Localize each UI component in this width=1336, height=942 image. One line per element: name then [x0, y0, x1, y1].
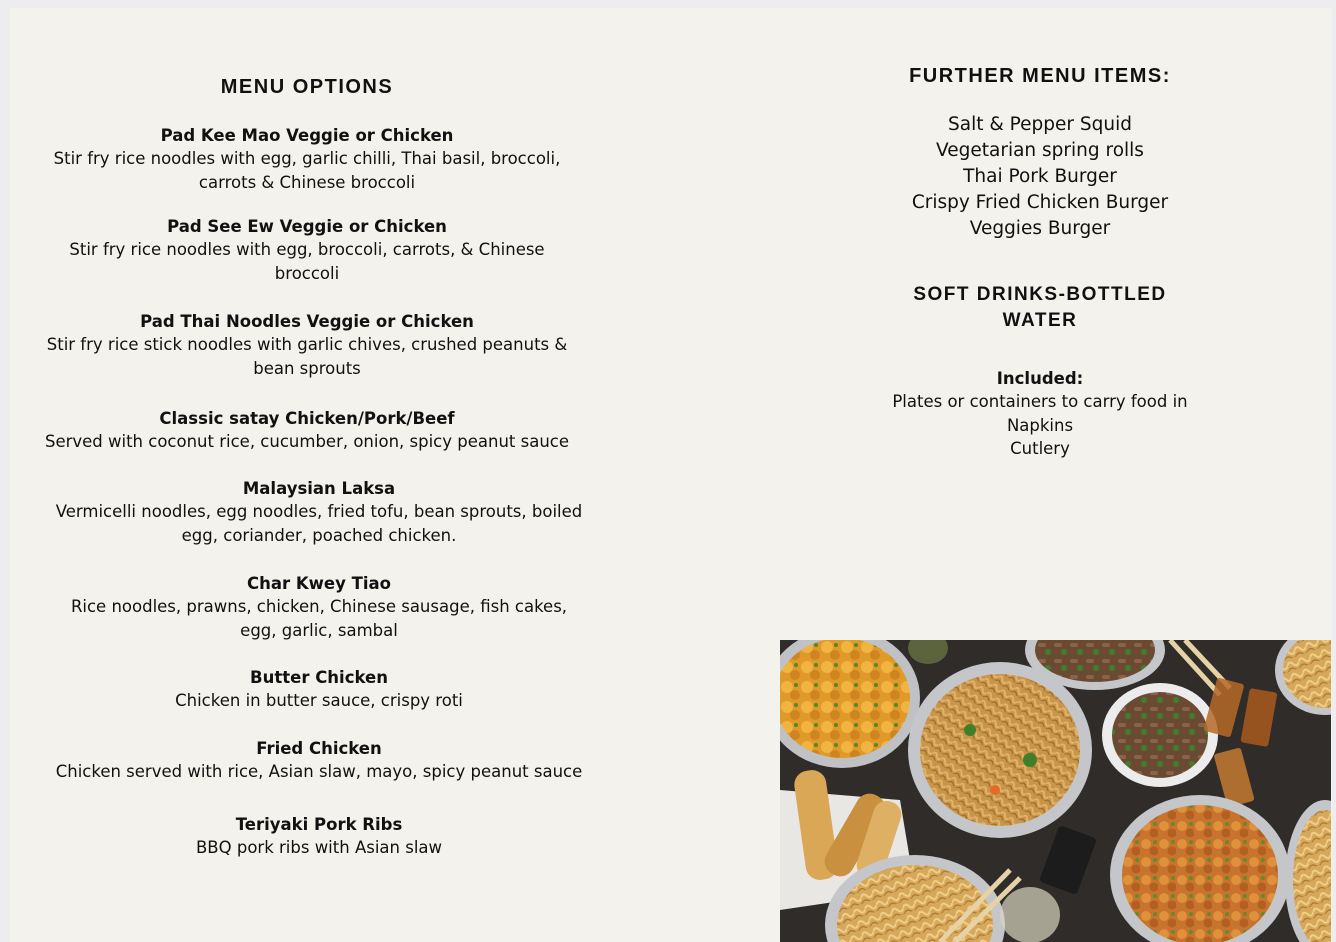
menu-item-description: BBQ pork ribs with Asian slaw — [195, 838, 443, 857]
menu-item-description: Stir fry rice noodles with egg, garlic chilli, Thai basil, broccoli, carrots & Chinese broccoli — [53, 149, 561, 192]
included-item: Napkins — [1006, 415, 1074, 435]
soft-drinks-line-2: WATER — [1002, 310, 1078, 331]
menu-item-title: Fried Chicken — [256, 739, 382, 758]
menu-item — [44, 737, 594, 784]
menu-item — [44, 477, 594, 547]
menu-item-title: Classic satay Chicken/Pork/Beef — [159, 409, 455, 428]
noodle-tray-shape — [920, 674, 1080, 826]
menu-item-title: Malaysian Laksa — [242, 479, 396, 498]
soft-drinks-heading — [850, 282, 1230, 334]
menu-item — [44, 666, 594, 713]
menu-item — [32, 215, 582, 285]
list-item: Thai Pork Burger — [963, 166, 1117, 187]
menu-item-title: Pad Thai Noodles Veggie or Chicken — [140, 312, 474, 331]
menu-options-heading: MENU OPTIONS — [220, 76, 394, 98]
list-item: Veggies Burger — [969, 218, 1111, 239]
menu-item — [32, 124, 582, 194]
menu-item-description: Served with coconut rice, cucumber, onion, spicy peanut sauce — [44, 432, 570, 451]
menu-item-description: Chicken served with rice, Asian slaw, mayo, spicy peanut sauce — [55, 762, 583, 781]
menu-item-description: Chicken in butter sauce, crispy roti — [175, 691, 463, 710]
menu-item-title: Butter Chicken — [250, 668, 388, 687]
further-items-list — [850, 112, 1230, 242]
further-menu-heading: FURTHER MENU ITEMS: — [909, 65, 1171, 87]
beef-broccoli-shape — [1112, 692, 1208, 778]
menu-item-title: Teriyaki Pork Ribs — [235, 815, 403, 834]
broccoli-shape — [1023, 753, 1037, 767]
list-item: Salt & Pepper Squid — [948, 114, 1132, 135]
menu-item — [44, 813, 594, 860]
glass-shape — [1000, 887, 1060, 942]
menu-item-title: Char Kwey Tiao — [247, 574, 391, 593]
menu-item-description: Vermicelli noodles, egg noodles, fried tofu, bean sprouts, boiled egg, coriander, poached chicken. — [55, 502, 583, 545]
included-title: Included: — [996, 369, 1084, 388]
chicken-tray-shape — [1122, 805, 1278, 942]
broccoli-shape — [964, 724, 976, 736]
menu-item-description: Stir fry rice stick noodles with garlic chives, crushed peanuts & bean sprouts — [46, 335, 568, 378]
list-item: Vegetarian spring rolls — [936, 140, 1144, 161]
menu-item — [32, 407, 582, 454]
menu-item-description: Rice noodles, prawns, chicken, Chinese sausage, fish cakes, egg, garlic, sambal — [70, 597, 568, 640]
menu-item-title: Pad See Ew Veggie or Chicken — [167, 217, 447, 236]
food-platter-photo — [780, 640, 1331, 942]
menu-item — [44, 572, 594, 642]
included-section — [850, 367, 1230, 461]
menu-item-title: Pad Kee Mao Veggie or Chicken — [160, 126, 454, 145]
included-item: Plates or containers to carry food in — [892, 392, 1188, 411]
menu-item — [32, 310, 582, 380]
menu-page — [10, 8, 1332, 942]
carrot-shape — [990, 785, 1000, 795]
soft-drinks-line-1: SOFT DRINKS-BOTTLED — [913, 284, 1167, 305]
included-item: Cutlery — [1010, 439, 1070, 458]
menu-item-description: Stir fry rice noodles with egg, broccoli, carrots, & Chinese broccoli — [69, 240, 545, 283]
list-item: Crispy Fried Chicken Burger — [911, 192, 1169, 213]
